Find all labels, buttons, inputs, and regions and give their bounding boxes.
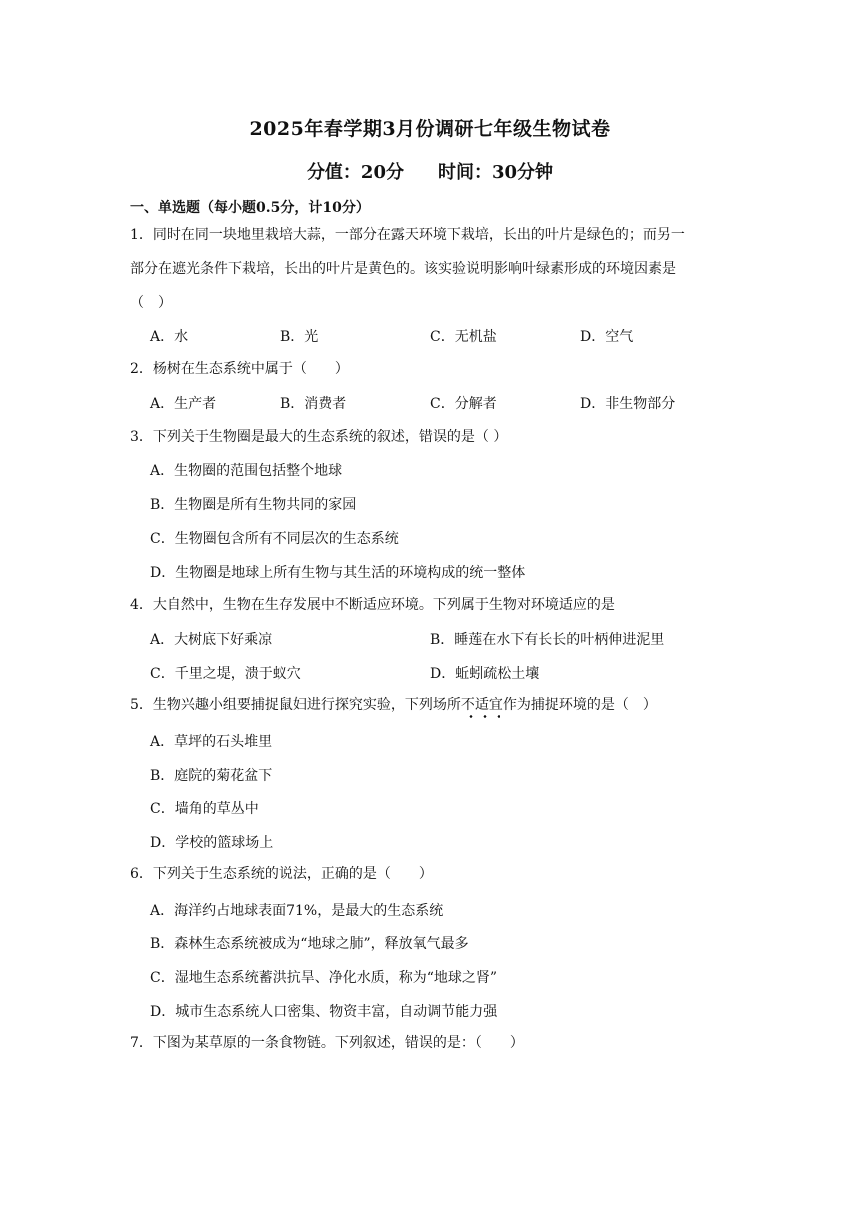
question-2-option-c[interactable]: C．分解者	[430, 396, 497, 412]
question-5-stem	[130, 688, 740, 722]
question-5-option-c[interactable]: C．墙角的草丛中	[150, 801, 259, 817]
question-1-stem-line-3: （ ）	[130, 295, 172, 311]
question-2	[130, 352, 740, 386]
question-1-option-a[interactable]: A．水	[150, 329, 189, 345]
question-6	[130, 857, 740, 891]
question-6-option-b[interactable]: B．森林生态系统被成为“地球之肺”，释放氧气最多	[150, 936, 469, 952]
time-label: 时间：30分钟	[438, 162, 554, 183]
question-3-option-c[interactable]: C．生物圈包含所有不同层次的生态系统	[150, 531, 399, 547]
question-2-option-b[interactable]: B．消费者	[280, 396, 347, 412]
exam-subtitle	[0, 158, 860, 184]
question-5-option-b[interactable]: B．庭院的菊花盆下	[150, 768, 273, 784]
question-3	[130, 420, 740, 454]
question-3-stem: 3．下列关于生物圈是最大的生态系统的叙述，错误的是（ ）	[130, 429, 508, 445]
question-1	[130, 218, 740, 320]
question-2-option-a[interactable]: A．生产者	[150, 396, 217, 412]
question-1-stem-line-1: 1．同时在同一块地里栽培大蒜，一部分在露天环境下栽培，长出的叶片是绿色的；而另一	[130, 227, 685, 243]
question-7	[130, 1026, 740, 1060]
section-heading: 一、单选题（每小题0.5分，计10分）	[130, 200, 370, 216]
question-6-option-d[interactable]: D．城市生态系统人口密集、物资丰富，自动调节能力强	[150, 1004, 498, 1020]
question-2-stem: 2．杨树在生态系统中属于（ ）	[130, 361, 349, 377]
question-6-option-a[interactable]: A．海洋约占地球表面71%，是最大的生态系统	[150, 903, 444, 919]
question-5-stem-end: 作为捕捉环境的是（ ）	[502, 697, 657, 713]
question-5-emphasis: 不适宜	[460, 697, 503, 713]
question-5-stem-start: 5．生物兴趣小组要捕捉鼠妇进行探究实验，下列场所	[130, 697, 461, 713]
question-6-option-c[interactable]: C．湿地生态系统蓄洪抗旱、净化水质，称为“地球之肾”	[150, 970, 498, 986]
question-4-stem: 4．大自然中，生物在生存发展中不断适应环境。下列属于生物对环境适应的是	[130, 597, 615, 613]
question-2-option-d[interactable]: D．非生物部分	[580, 396, 676, 412]
score-label: 分值：20分	[306, 162, 404, 183]
question-5-option-d[interactable]: D．学校的篮球场上	[150, 835, 274, 851]
question-1-option-b[interactable]: B．光	[280, 329, 319, 345]
question-3-option-d[interactable]: D．生物圈是地球上所有生物与其生活的环境构成的统一整体	[150, 565, 526, 581]
question-4-option-b[interactable]: B．睡莲在水下有长长的叶柄伸进泥里	[430, 632, 665, 648]
exam-title: 2025年春学期3月份调研七年级生物试卷	[249, 118, 611, 140]
question-1-option-d[interactable]: D．空气	[580, 329, 634, 345]
question-4-option-d[interactable]: D．蚯蚓疏松土壤	[430, 666, 540, 682]
question-5	[130, 688, 740, 722]
question-1-stem-line-2: 部分在遮光条件下栽培，长出的叶片是黄色的。该实验说明影响叶绿素形成的环境因素是	[130, 261, 676, 277]
question-7-stem: 7．下图为某草原的一条食物链。下列叙述，错误的是：（ ）	[130, 1035, 524, 1051]
question-4-option-a[interactable]: A．大树底下好乘凉	[150, 632, 273, 648]
question-3-option-b[interactable]: B．生物圈是所有生物共同的家园	[150, 497, 357, 513]
question-4-option-c[interactable]: C．千里之堤，溃于蚁穴	[150, 666, 301, 682]
question-5-option-a[interactable]: A．草坪的石头堆里	[150, 734, 273, 750]
question-3-option-a[interactable]: A．生物圈的范围包括整个地球	[150, 463, 343, 479]
question-1-option-c[interactable]: C．无机盐	[430, 329, 497, 345]
question-4	[130, 588, 740, 622]
question-6-stem: 6．下列关于生态系统的说法，正确的是（ ）	[130, 866, 433, 882]
